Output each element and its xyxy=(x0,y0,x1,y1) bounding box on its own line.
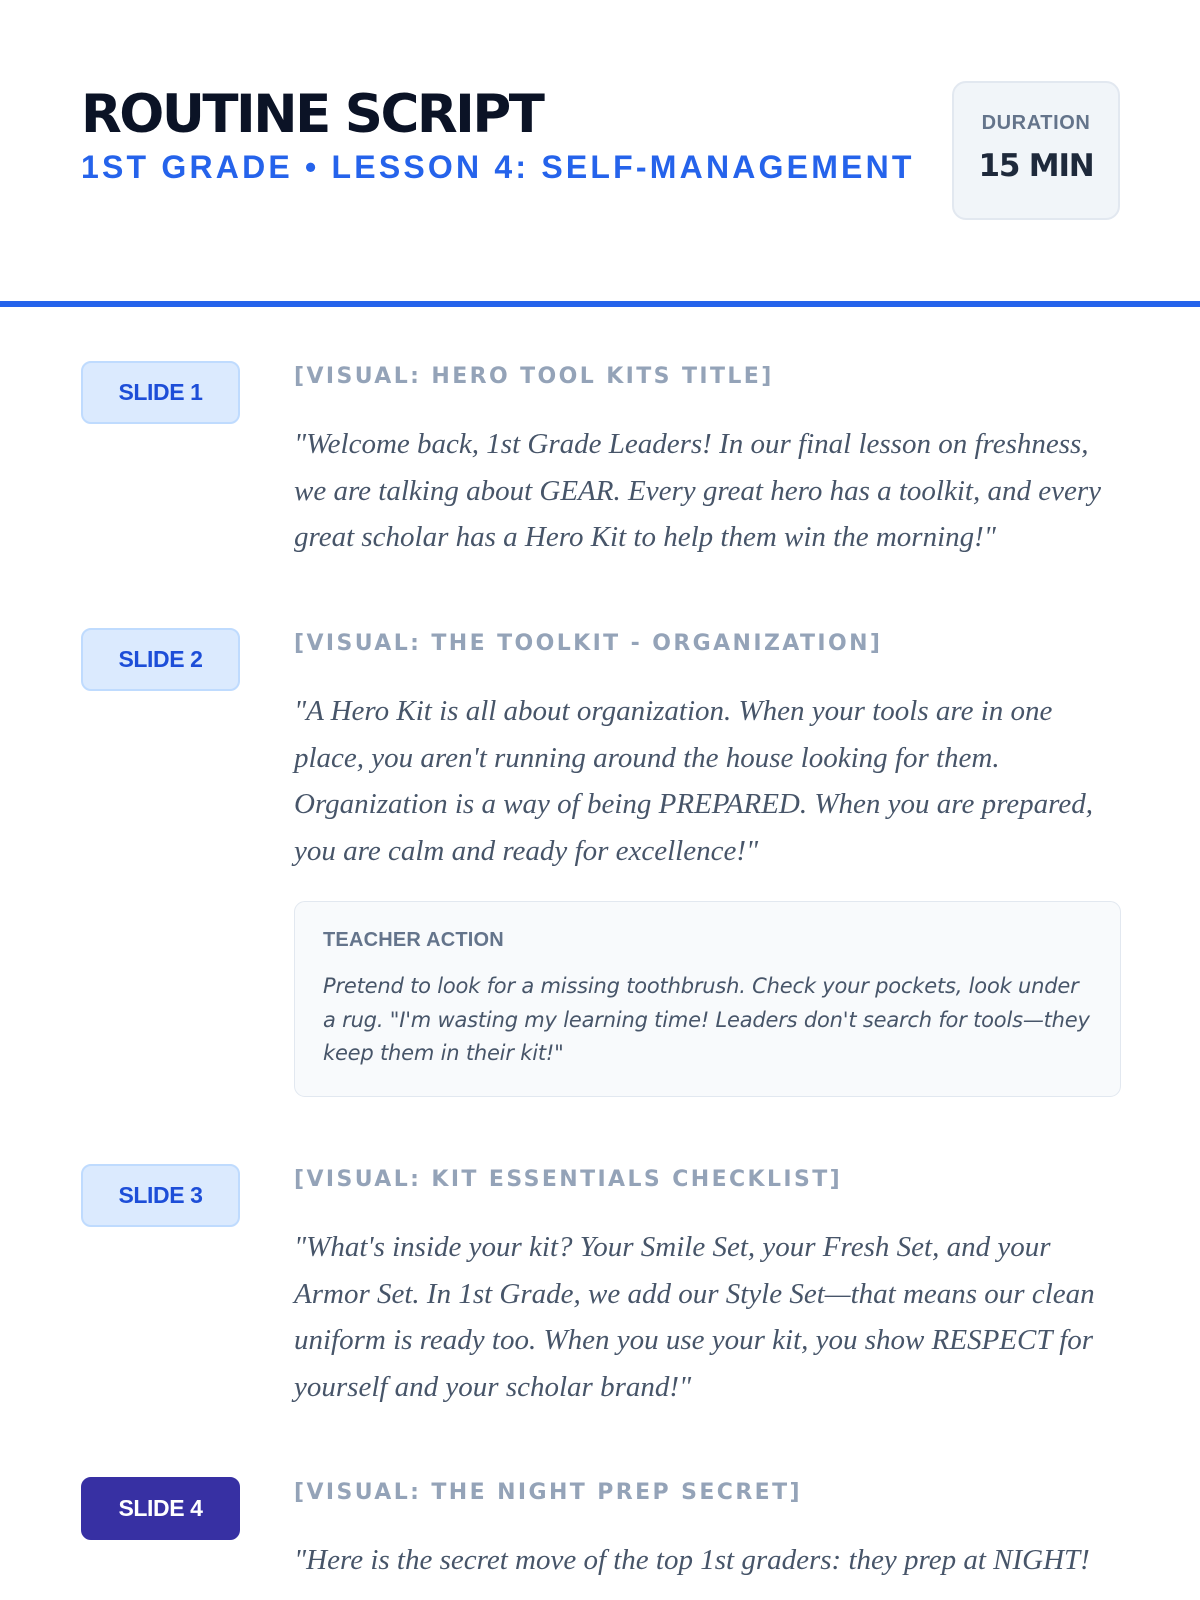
header-divider xyxy=(0,301,1200,307)
slide-4-visual-note: [VISUAL: THE NIGHT PREP SECRET] xyxy=(294,1480,802,1505)
slide-1-badge: SLIDE 1 xyxy=(81,361,240,424)
slide-2-script: "A Hero Kit is all about organization. When your tools are in one place, you aren't running around the house looking for them. Organization is a way of being PREPARED. When you are prepared, you are calm and ready for excellence!" xyxy=(294,695,1094,868)
slide-1-script: "Welcome back, 1st Grade Leaders! In our final lesson on freshness, we are talking about GEAR. Every great hero has a toolkit, and every great scholar has a Hero Kit to help them win the morning!" xyxy=(294,428,1101,554)
page-header xyxy=(81,80,1120,220)
duration-card xyxy=(952,81,1120,220)
slide-4-badge: SLIDE 4 xyxy=(81,1477,240,1540)
slide-1-visual-note: [VISUAL: HERO TOOL KITS TITLE] xyxy=(294,364,774,389)
page-title: ROUTINE SCRIPT xyxy=(81,84,543,145)
teacher-action-box xyxy=(294,901,1121,1097)
slide-3-visual-note: [VISUAL: KIT ESSENTIALS CHECKLIST] xyxy=(294,1167,843,1192)
teacher-action-label: TEACHER ACTION xyxy=(323,929,504,951)
slide-2-badge: SLIDE 2 xyxy=(81,628,240,691)
slide-3-script: "What's inside your kit? Your Smile Set, your Fresh Set, and your Armor Set. In 1st Grade, we add our Style Set—that means our clean uniform is ready too. When you use your kit, you show RESPECT for yourself and your scholar brand!" xyxy=(294,1231,1095,1404)
slide-4-script: "Here is the secret move of the top 1st graders: they prep at NIGHT! xyxy=(294,1544,1090,1576)
slide-2-visual-note: [VISUAL: THE TOOLKIT - ORGANIZATION] xyxy=(294,631,883,656)
duration-label: DURATION xyxy=(981,112,1091,134)
teacher-action-text: Pretend to look for a missing toothbrush. Check your pockets, look under a rug. "I'm wasting my learning time! Leaders don't search for tools—they keep them in their kit!" xyxy=(323,974,1090,1065)
page-subtitle: 1ST GRADE • LESSON 4: SELF-MANAGEMENT xyxy=(81,149,915,185)
slide-3-badge: SLIDE 3 xyxy=(81,1164,240,1227)
duration-value: 15 MIN xyxy=(978,148,1094,184)
